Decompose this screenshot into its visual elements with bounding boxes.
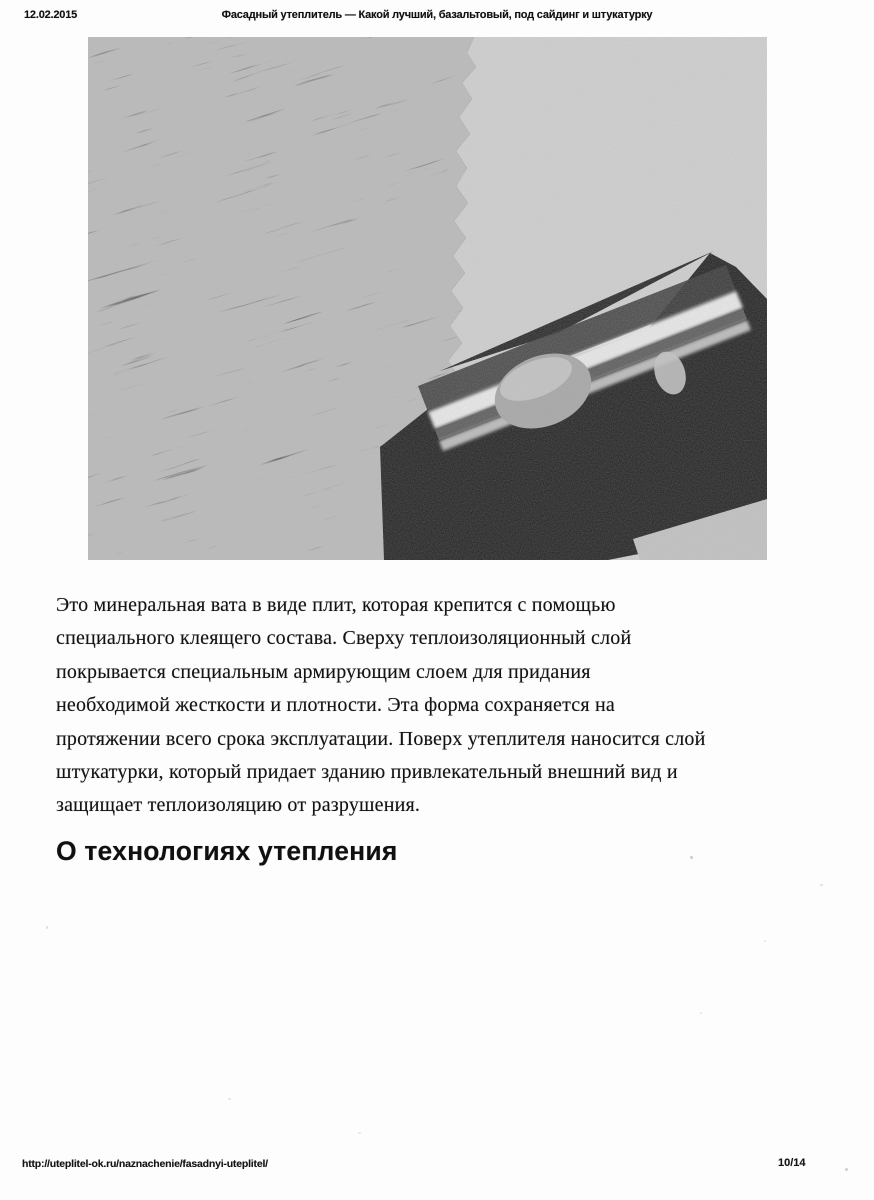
paragraph-line: защищает теплоизоляцию от разрушения.	[56, 794, 421, 817]
footer-url: http://uteplitel-ok.ru/naznachenie/fasadnyi-uteplitel/	[22, 1158, 268, 1170]
paragraph-line: покрывается специальным армирующим слоем для придания	[56, 660, 591, 683]
paragraph-line: специального клеящего состава. Сверху теплоизоляционный слой	[56, 627, 632, 650]
paragraph-line: Это минеральная вата в виде плит, которая крепится с помощью	[56, 594, 616, 616]
article-paragraph	[56, 589, 776, 823]
header-date: 12.02.2015	[24, 9, 78, 21]
photo-grain-overlay	[88, 37, 767, 560]
scan-speck	[46, 926, 48, 929]
scan-speck	[700, 1012, 702, 1014]
header-title: Фасадный утеплитель — Какой лучший, базальтовый, под сайдинг и штукатурку	[221, 9, 653, 21]
scan-speck	[845, 1168, 848, 1171]
scan-speck	[358, 1132, 361, 1134]
scan-speck	[820, 884, 823, 886]
paragraph-line: протяжении всего срока эксплуатации. Поверх утеплителя наносится слой	[56, 727, 706, 750]
scan-speck	[764, 940, 766, 942]
scan-speck	[690, 856, 693, 859]
scan-speck	[228, 1098, 231, 1100]
photo-illustration	[88, 37, 767, 560]
paragraph-line: необходимой жесткости и плотности. Эта форма сохраняется на	[56, 694, 615, 717]
footer-page-indicator: 10/14	[778, 1157, 806, 1169]
section-heading: О технологиях утепления	[56, 836, 398, 866]
paragraph-line: штукатурки, который придает зданию привлекательный внешний вид и	[56, 760, 678, 783]
article-photo	[88, 37, 767, 560]
